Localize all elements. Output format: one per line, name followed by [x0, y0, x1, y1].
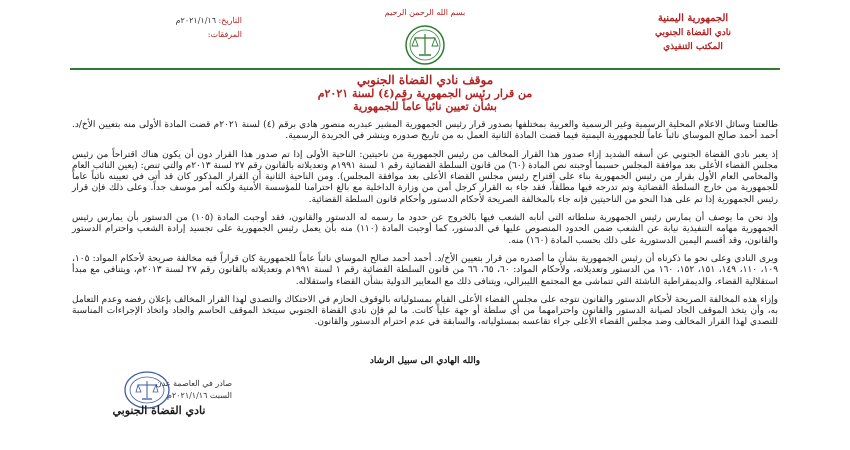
attachments-label: المرفقات:: [207, 30, 242, 39]
body-paragraph: وإزاء هذه المخالفة الصريحة لأحكام الدستور والقانون نتوجه على مجلس القضاء الأعلى القيام بمسئولياته بالوقوف الحازم في الاحتكاك والتصدي لهذا القرار المخالف بإعلان رفضه وعدم التعامل به، وأن يتخذ الموقف الجاد لصيانة الدستور والقانون واحترامهما من أي سلطة أو جهة علياً كانت. ما لم فإن نادي القضاة الجنوبي سيتخذ الموقف الحاسم والجاد واتخاذ الإجراءات المناسبة للتصدي لهذا القرار المخالف وضد مجلس القضاء الأعلى جراء تقاعسه بمسئولياته، والسابقة في عدم احترام الدستور والقانون.: [72, 294, 778, 328]
statement-body: [72, 120, 778, 336]
header-divider: [70, 68, 780, 70]
signature-club-name: نادي القضاة الجنوبي: [112, 404, 206, 417]
title-line-3: بشأن تعيين نائباً عاماً للجمهورية: [353, 100, 497, 113]
letterhead-office: المكتب التنفيذي: [663, 42, 723, 52]
date-line: [112, 14, 242, 28]
body-paragraph: وإذ نحن ما يوصف أن يمارس رئيس الجمهورية سلطاته التي أنابه الشعب فيها بالخروج عن حدود ما رسمه له الدستور والقانون، فقد أوجبت المادة (١٠٥) من الدستور بأن يمارس رئيس الجمهورية مهامه التنفيذية نيابة عن الشعب ضمن الحدود المنصوص عليها في الدستور، كما أوجبت المادة (١١٠) منه بأن يعمل رئيس الجمهورية على تجسيد إرادة الشعب واحترام الدستور والقانون، وقد أقسم اليمين الدستورية على ذلك بحسب المادة (١٦٠) منه.: [72, 213, 778, 246]
date-value: ٢٠٢١/١/١٦م: [175, 16, 216, 25]
attachments-line: [112, 28, 242, 42]
body-paragraph: إذ يعبر نادي القضاة الجنوبي عن أسفه الشديد إزاء صدور هذا القرار المخالف من رئيس الجمهورية من ناحيتين: الناحية الأولى إذا تم صدور هذا القرار دون أن يكون هناك اقتراحاً من رئيس مجلس القضاء الأعلى بعد موافقة المجلس حسبما أوجبته نص المادة (٦٠) من قانون السلطة القضائية رقم ١ لسنة ١٩٩١م وتعديلاته بالقانون رقم ٢٧ لسنة ٢٠١٣م والتي تنص: (يعين النائب العام والمحامي العام الأول بقرار من رئيس الجمهورية بناء على اقتراح رئيس مجلس القضاء الأعلى بعد موافقة المجلس). ومن الناحية الثانية أن القرار المذكور كان قد أتى في تعيينه نائباً عاماً للجمهورية من خارج السلطة القضائية وتم تدرجه فيها مطلقاً، فقد جاء به القرار كرجل أمن من وزارة الداخلية مع بالغ احترامنا للمؤسسة الأمنية ولكنه أمر موسف جداً. وعلى ذلك فإن قرار رئيس الجمهورية إذا تم على هذا النحو من الناحيتين فإنه جاء بالمخالفة الصريحة لأحكام الدستور وأحكام قانون السلطة القضائية.: [72, 149, 778, 205]
letterhead-club: نادي القضاة الجنوبي: [654, 28, 732, 38]
body-paragraph: طالعتنا وسائل الاعلام المحلية الرسمية وغير الرسمية والعربية بمختلفها بصدور قرار رئيس الجمهورية المشير عبدربه منصور هادي برقم (٤) لسنة ٢٠٢١م قضت المادة الأولى منه بتعيين الأخ/د. أحمد أحمد صالح الموساي نائباً عاماً للجمهورية اليمنية فيما قضت المادة الثانية العمل به من تاريخ صدوره وينشر في الجريدة الرسمية.: [72, 120, 779, 142]
letterhead-left: [112, 14, 242, 42]
title-line-2: من قرار رئيس الجمهورية رقم(٤) لسنة ٢٠٢١م: [317, 87, 533, 100]
statement-title: [0, 74, 850, 113]
scales-of-justice-logo-icon: [400, 24, 450, 66]
issued-date: السبت ٢٠٢١/١/١٦م: [166, 391, 232, 400]
date-label: التاريخ:: [218, 16, 242, 25]
body-paragraph: ويرى النادي وعلى نحو ما ذكرناه أن رئيس الجمهورية بشأن ما أصدره من قرار بتعيين الأخ/د. أحمد أحمد صالح الموساي نائباً عاماً للجمهورية كان قراراً فيه مخالفة صريحة لأحكام المواد: ١٠٥، ١٠٩، ١١٠، ١٤٩، ١٥١، ١٥٢، ١٦٠ من الدستور وتعديلاته، ولأحكام المواد: ٦٠، ٦٥، ٦٦ من قانون السلطة القضائية رقم ١ لسنة ١٩٩١م وتعديلاته بالقانون رقم ٢٧ لسنة ٢٠١٣م، ويتنافى مع مبدأ استقلالية القضاء، والديمقراطية الناشئة التي تتماشى مع المجتمع الليبرالي، ويتنافى ذلك مع المعايير الدولية بشأن القضاء واستقلاله.: [72, 253, 779, 287]
letterhead-country: الجمهورية اليمنية: [657, 13, 729, 24]
issued-place: صادر في العاصمة عدن: [155, 379, 232, 388]
title-line-1: موقف نادي القضاة الجنوبي: [356, 73, 494, 87]
letterhead-right: [618, 12, 768, 54]
bismillah: بسم الله الرحمن الرحيم: [384, 8, 466, 17]
closing-line: والله الهادي الى سبيل الرشاد: [369, 356, 481, 366]
